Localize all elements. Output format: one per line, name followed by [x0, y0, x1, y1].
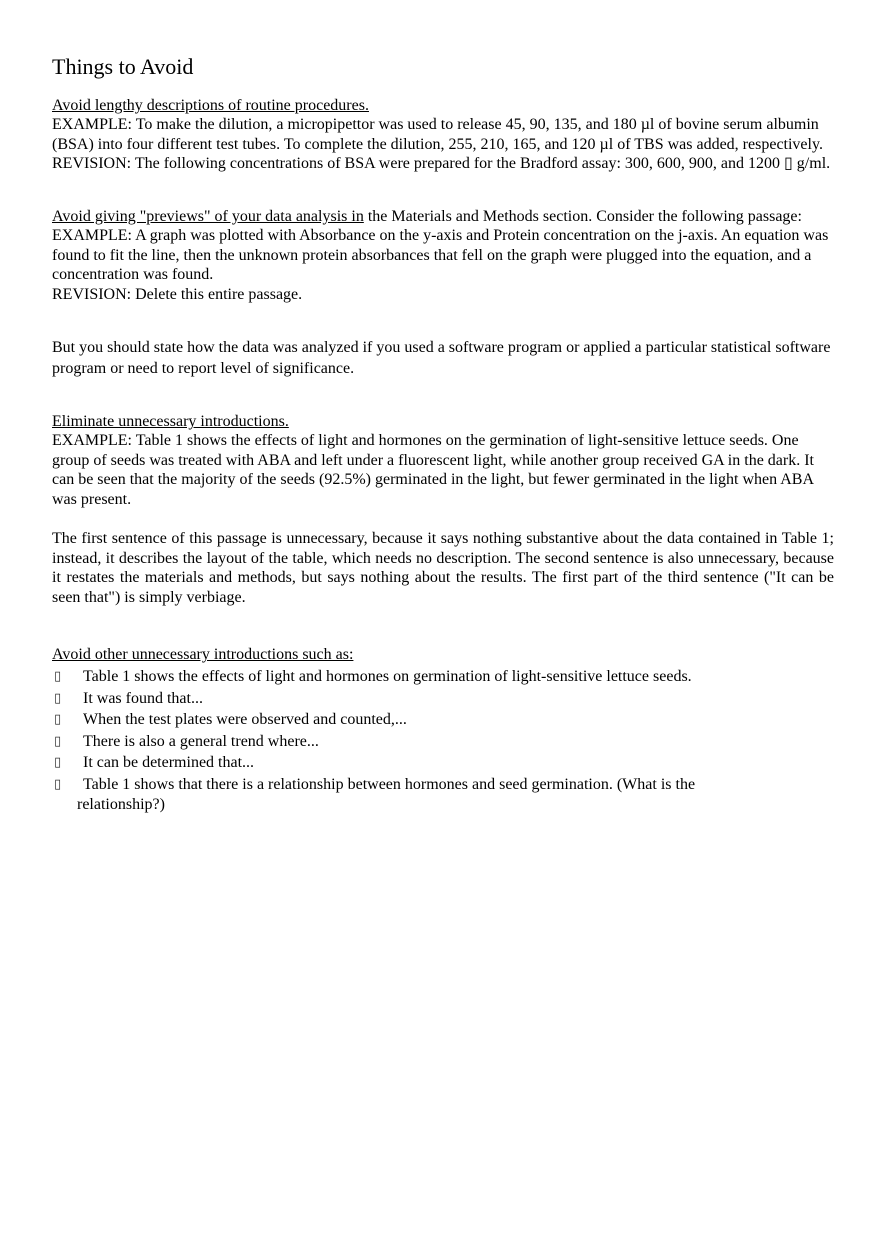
page-title: Things to Avoid: [52, 54, 194, 79]
bullet-box-icon: ▯: [54, 776, 62, 792]
list-item: ▯ It was found that...: [52, 688, 834, 710]
example-paragraph: EXAMPLE: Table 1 shows the effects of light and hormones on the germination of light-sensitive lettuce seeds. One group of seeds was treated with ABA and left under a fluorescent light, while another group received GA in the dark. It can be seen that the majority of the seeds (92.5%) germinated in the light, but fewer germinated in the light when ABA was present.: [52, 432, 814, 508]
bullet-box-icon: ▯: [54, 733, 62, 749]
section-routine-procedures: [52, 96, 834, 174]
section-heading: Avoid lengthy descriptions of routine procedures.: [52, 97, 369, 115]
list-item: ▯ It can be determined that...: [52, 752, 834, 774]
section-data-previews: [52, 207, 834, 305]
revision-paragraph: REVISION: Delete this entire passage.: [52, 285, 303, 303]
document-page: [52, 54, 834, 814]
section-heading: Avoid giving "previews" of your data analysis in: [52, 207, 364, 225]
list-item: ▯ Table 1 shows that there is a relationship between hormones and seed germination. (What is the relationship?): [52, 774, 834, 815]
section-heading: Eliminate unnecessary introductions.: [52, 413, 289, 431]
list-item-continuation: relationship?): [77, 796, 165, 814]
list-item: ▯ There is also a general trend where...: [52, 731, 834, 753]
bullet-box-icon: ▯: [54, 712, 62, 728]
revision-paragraph: REVISION: The following concentrations of BSA were prepared for the Bradford assay: 300, 600, 900, and 1200 ▯ g/ml.: [52, 155, 831, 173]
list-item: ▯ Table 1 shows the effects of light and hormones on germination of light-sensitive lettuce seeds.: [52, 666, 834, 688]
bullet-box-icon: ▯: [54, 669, 62, 685]
software-note-paragraph: But you should state how the data was analyzed if you used a software program or applied a particular statistical software program or need to report level of significance.: [52, 339, 831, 378]
list-item: ▯ When the test plates were observed and counted,...: [52, 709, 834, 731]
example-paragraph: EXAMPLE: To make the dilution, a micropipettor was used to release 45, 90, 135, and 180 µl of bovine serum albumin (BSA) into four different test tubes. To complete the dilution, 255, 210, 165, and 120 µl of TBS was added, respectively.: [52, 116, 823, 153]
bullet-box-icon: ▯: [54, 755, 62, 771]
bullet-box-icon: ▯: [54, 690, 62, 706]
section-heading: Avoid other unnecessary introductions such as:: [52, 646, 354, 664]
explanation-paragraph: The first sentence of this passage is unnecessary, because it says nothing substantive about the data contained in Table 1; instead, it describes the layout of the table, which needs no description. The second sentence is also unnecessary, because it restates the materials and methods, but says nothing about the results. The first part of the third sentence ("It can be seen that") is simply verbiage.: [52, 530, 834, 606]
example-paragraph: EXAMPLE: A graph was plotted with Absorbance on the y-axis and Protein concentration on the j-axis. An equation was found to fit the line, then the unknown protein absorbances that fell on the graph were plugged into the equation, and a concentration was found.: [52, 227, 829, 284]
section-heading-line: [52, 207, 834, 227]
section-heading-continuation: the Materials and Methods section. Consider the following passage:: [367, 207, 802, 225]
introductions-list: [52, 666, 834, 814]
section-other-introductions: [52, 645, 834, 814]
section-unnecessary-introductions: [52, 412, 834, 607]
